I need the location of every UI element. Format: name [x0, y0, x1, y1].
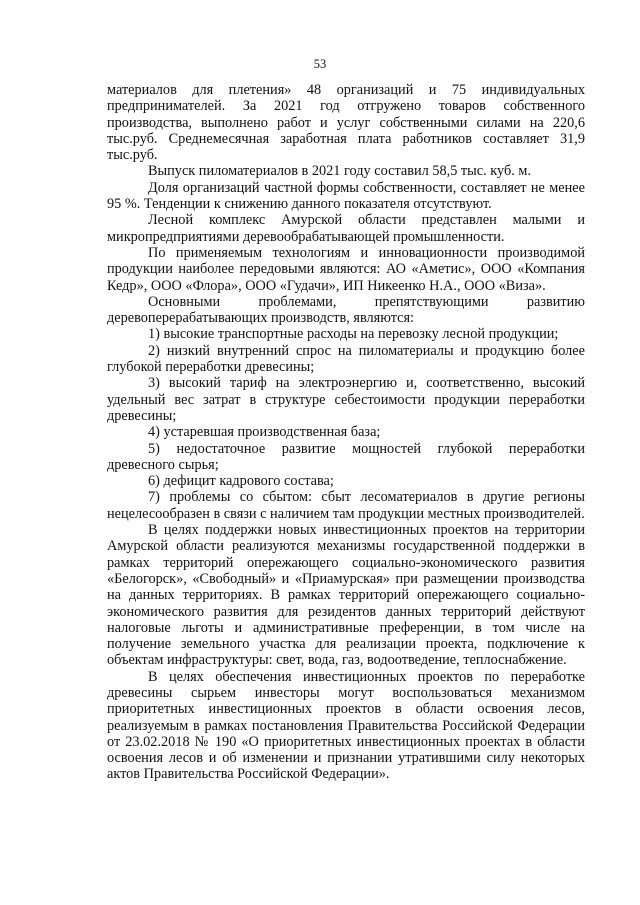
paragraph: В целях обеспечения инвестиционных проектов по переработке древесины сырьем инвесторы могут воспользоваться механизмом приоритетных инвестиционных проектов в области освоения лесов, реализуемым в рамках постановления Правительства Российской Федерации от 23.02.2018 № 190 «О приоритетных инвестиционных проектах в области освоения лесов и об изменении и признании утратившими силу некоторых актов Правительства Российской Федерации». [107, 668, 585, 783]
paragraph: материалов для плетения» 48 организаций и 75 индивидуальных предпринимателей. За 2021 год отгружено товаров собственного производства, выполнено работ и услуг собственными силами на 220,6 тыс.руб. Среднемесячная заработная плата работников составляет 31,9 тыс.руб. [107, 82, 585, 164]
list-item: 6) дефицит кадрового состава; [148, 473, 334, 490]
paragraph: Лесной комплекс Амурской области представлен малыми и микропредприятиями деревообрабатывающей промышленности. [107, 212, 585, 245]
page-number: 53 [313, 57, 327, 71]
list-item: 7) проблемы со сбытом: сбыт лесоматериалов в другие регионы нецелесообразен в связи с наличием там продукции местных производителей. [107, 489, 585, 522]
paragraph: По применяемым технологиям и инновационности производимой продукции наиболее передовыми являются: АО «Аметис», ООО «Компания Кедр», ООО «Флора», ООО «Гудачи», ИП Никеенко Н.А., ООО «Виза». [107, 244, 585, 294]
list-item: 4) устаревшая производственная база; [148, 424, 381, 441]
list-item: 5) недостаточное развитие мощностей глубокой переработки древесного сырья; [107, 440, 585, 473]
list-item: 1) высокие транспортные расходы на перевозку лесной продукции; [148, 326, 559, 343]
paragraph: Доля организаций частной формы собственности, составляет не менее 95 %. Тенденции к снижению данного показателя отсутствуют. [107, 179, 585, 213]
document-body [107, 82, 585, 783]
list-item: 2) низкий внутренний спрос на пиломатериалы и продукцию более глубокой переработки древесины; [107, 342, 585, 376]
paragraph: В целях поддержки новых инвестиционных проектов на территории Амурской области реализуются механизмы государственной поддержки в рамках территорий опережающего социально-экономического развития «Белогорск», «Свободный» и «Приамурская» при размещении производства на данных территориях. В рамках территорий опережающего социально-экономического развития для резидентов данных территорий действуют налоговые льготы и административные преференции, в том числе на получение земельного участка для реализации проекта, подключение к объектам инфраструктуры: свет, вода, газ, водоотведение, теплоснабжение. [107, 522, 585, 669]
paragraph: Выпуск пиломатериалов в 2021 году составил 58,5 тыс. куб. м. [148, 163, 532, 180]
list-item: 3) высокий тариф на электроэнергию и, соответственно, высокий удельный вес затрат в структуре себестоимости продукции переработки древесины; [107, 375, 585, 424]
paragraph: Основными проблемами, препятствующими развитию деревоперерабатывающих производств, являются: [107, 293, 585, 327]
